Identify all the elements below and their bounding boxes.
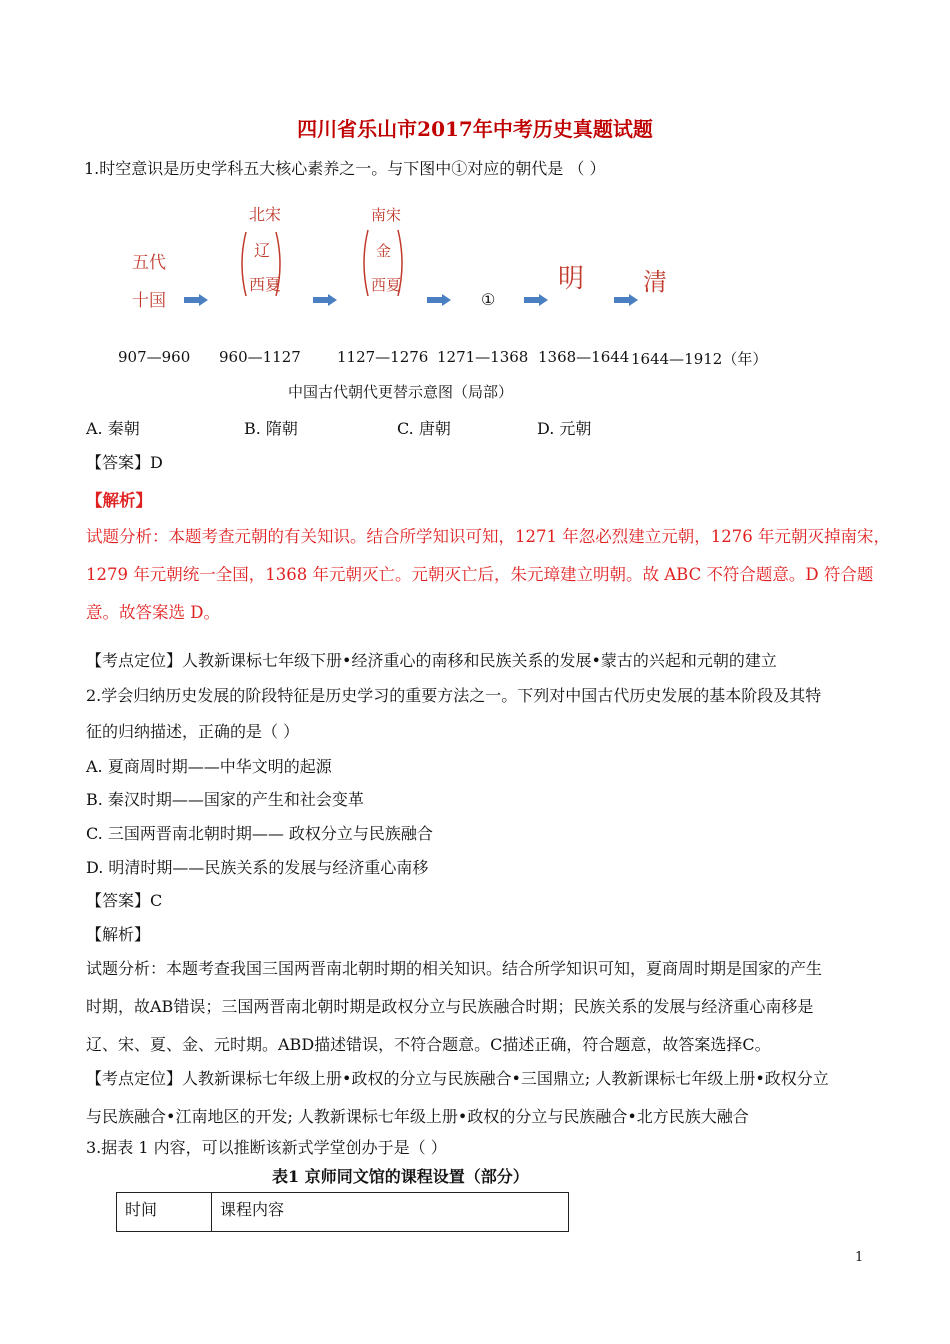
q1-stem: 1.时空意识是历史学科五大核心素养之一。与下图中①对应的朝代是 （ ） [84, 159, 606, 178]
q1-option-a: A. 秦朝 [86, 419, 140, 438]
dynasty-unknown-marker: ① [481, 290, 496, 309]
q2-analysis-line: 辽、宋、夏、金、元时期。ABD描述错误，不符合题意。C描述正确，符合题意，故答案选择C。 [86, 1035, 771, 1054]
table-header-content: 课程内容 [212, 1193, 569, 1232]
q2-stem: 2.学会归纳历史发展的阶段特征是历史学习的重要方法之一。下列对中国古代历史发展的基本阶段及其特 [86, 686, 822, 705]
year-range: 907—960 [118, 348, 191, 366]
q1-kaodian: 【考点定位】人教新课标七年级下册•经济重心的南移和民族关系的发展•蒙古的兴起和元朝的建立 [86, 651, 777, 670]
dynasty-qing: 清 [643, 268, 667, 296]
dynasty-nansong: 南宋 [371, 206, 402, 224]
arrow-right-icon [614, 294, 638, 306]
dynasty-xixia-1: 西夏 [249, 275, 282, 294]
q1-option-c: C. 唐朝 [397, 419, 451, 438]
q2-analysis-line: 时期，故AB错误；三国两晋南北朝时期是政权分立与民族融合时期；民族关系的发展与经济重心南移是 [86, 997, 814, 1016]
dynasty-beisong: 北宋 [249, 205, 282, 224]
q2-analysis-label: 【解析】 [86, 925, 151, 944]
q2-analysis-line: 试题分析：本题考查我国三国两晋南北朝时期的相关知识。结合所学知识可知，夏商周时期是国家的产生 [86, 959, 823, 978]
arrow-right-icon [184, 294, 208, 306]
arrow-right-icon [524, 294, 548, 306]
course-table [116, 1192, 569, 1232]
q2-kaodian: 【考点定位】人教新课标七年级上册•政权的分立与民族融合•三国鼎立; 人教新课标七年级上册•政权分立 [86, 1069, 829, 1088]
q2-stem-cont: 征的归纳描述，正确的是（ ） [86, 722, 300, 741]
page-number: 1 [855, 1250, 864, 1265]
q2-option-a: A. 夏商周时期——中华文明的起源 [86, 757, 332, 776]
q1-option-d: D. 元朝 [537, 419, 592, 438]
q3-stem: 3.据表 1 内容，可以推断该新式学堂创办于是（ ） [86, 1138, 447, 1157]
year-range: 1271—1368 [437, 348, 529, 366]
table-header-time: 时间 [117, 1193, 212, 1232]
year-range: 960—1127 [219, 348, 301, 366]
q1-analysis-line: 1279 年元朝统一全国，1368 年元朝灭亡。元朝灭亡后，朱元璋建立明朝。故 ABC 不符合题意。D 符合题 [86, 565, 874, 584]
arrow-right-icon [313, 294, 337, 306]
figure-caption: 中国古代朝代更替示意图（局部） [288, 383, 514, 401]
q1-option-b: B. 隋朝 [244, 419, 298, 438]
table-title: 表1 京师同文馆的课程设置（部分） [272, 1167, 529, 1186]
year-range: 1127—1276 [337, 348, 429, 366]
q1-analysis-line: 意。故答案选 D。 [86, 603, 220, 622]
q2-option-b: B. 秦汉时期——国家的产生和社会变革 [86, 790, 364, 809]
dynasty-wudai: 五代 [132, 253, 166, 273]
dynasty-liao: 辽 [254, 241, 271, 260]
q1-analysis-label: 【解析】 [86, 491, 152, 510]
year-range: 1644—1912（年） [631, 350, 768, 368]
q1-answer: 【答案】D [86, 453, 163, 472]
dynasty-shiguo: 十国 [132, 291, 166, 311]
q2-option-c: C. 三国两晋南北朝时期—— 政权分立与民族融合 [86, 824, 433, 843]
q2-answer: 【答案】C [86, 891, 163, 910]
table-row [117, 1193, 569, 1232]
page-title: 四川省乐山市2017年中考历史真题试题 [297, 117, 653, 141]
q2-option-d: D. 明清时期——民族关系的发展与经济重心南移 [86, 858, 429, 877]
dynasty-xixia-2: 西夏 [371, 276, 402, 294]
arrow-right-icon [427, 294, 451, 306]
year-range: 1368—1644 [538, 348, 630, 366]
q1-analysis-line: 试题分析：本题考查元朝的有关知识。结合所学知识可知，1271 年忽必烈建立元朝，1276 年元朝灭掉南宋， [86, 527, 890, 546]
dynasty-jin: 金 [376, 242, 392, 260]
dynasty-ming: 明 [558, 264, 585, 294]
q2-kaodian-cont: 与民族融合•江南地区的开发; 人教新课标七年级上册•政权的分立与民族融合•北方民族大融合 [86, 1107, 749, 1126]
